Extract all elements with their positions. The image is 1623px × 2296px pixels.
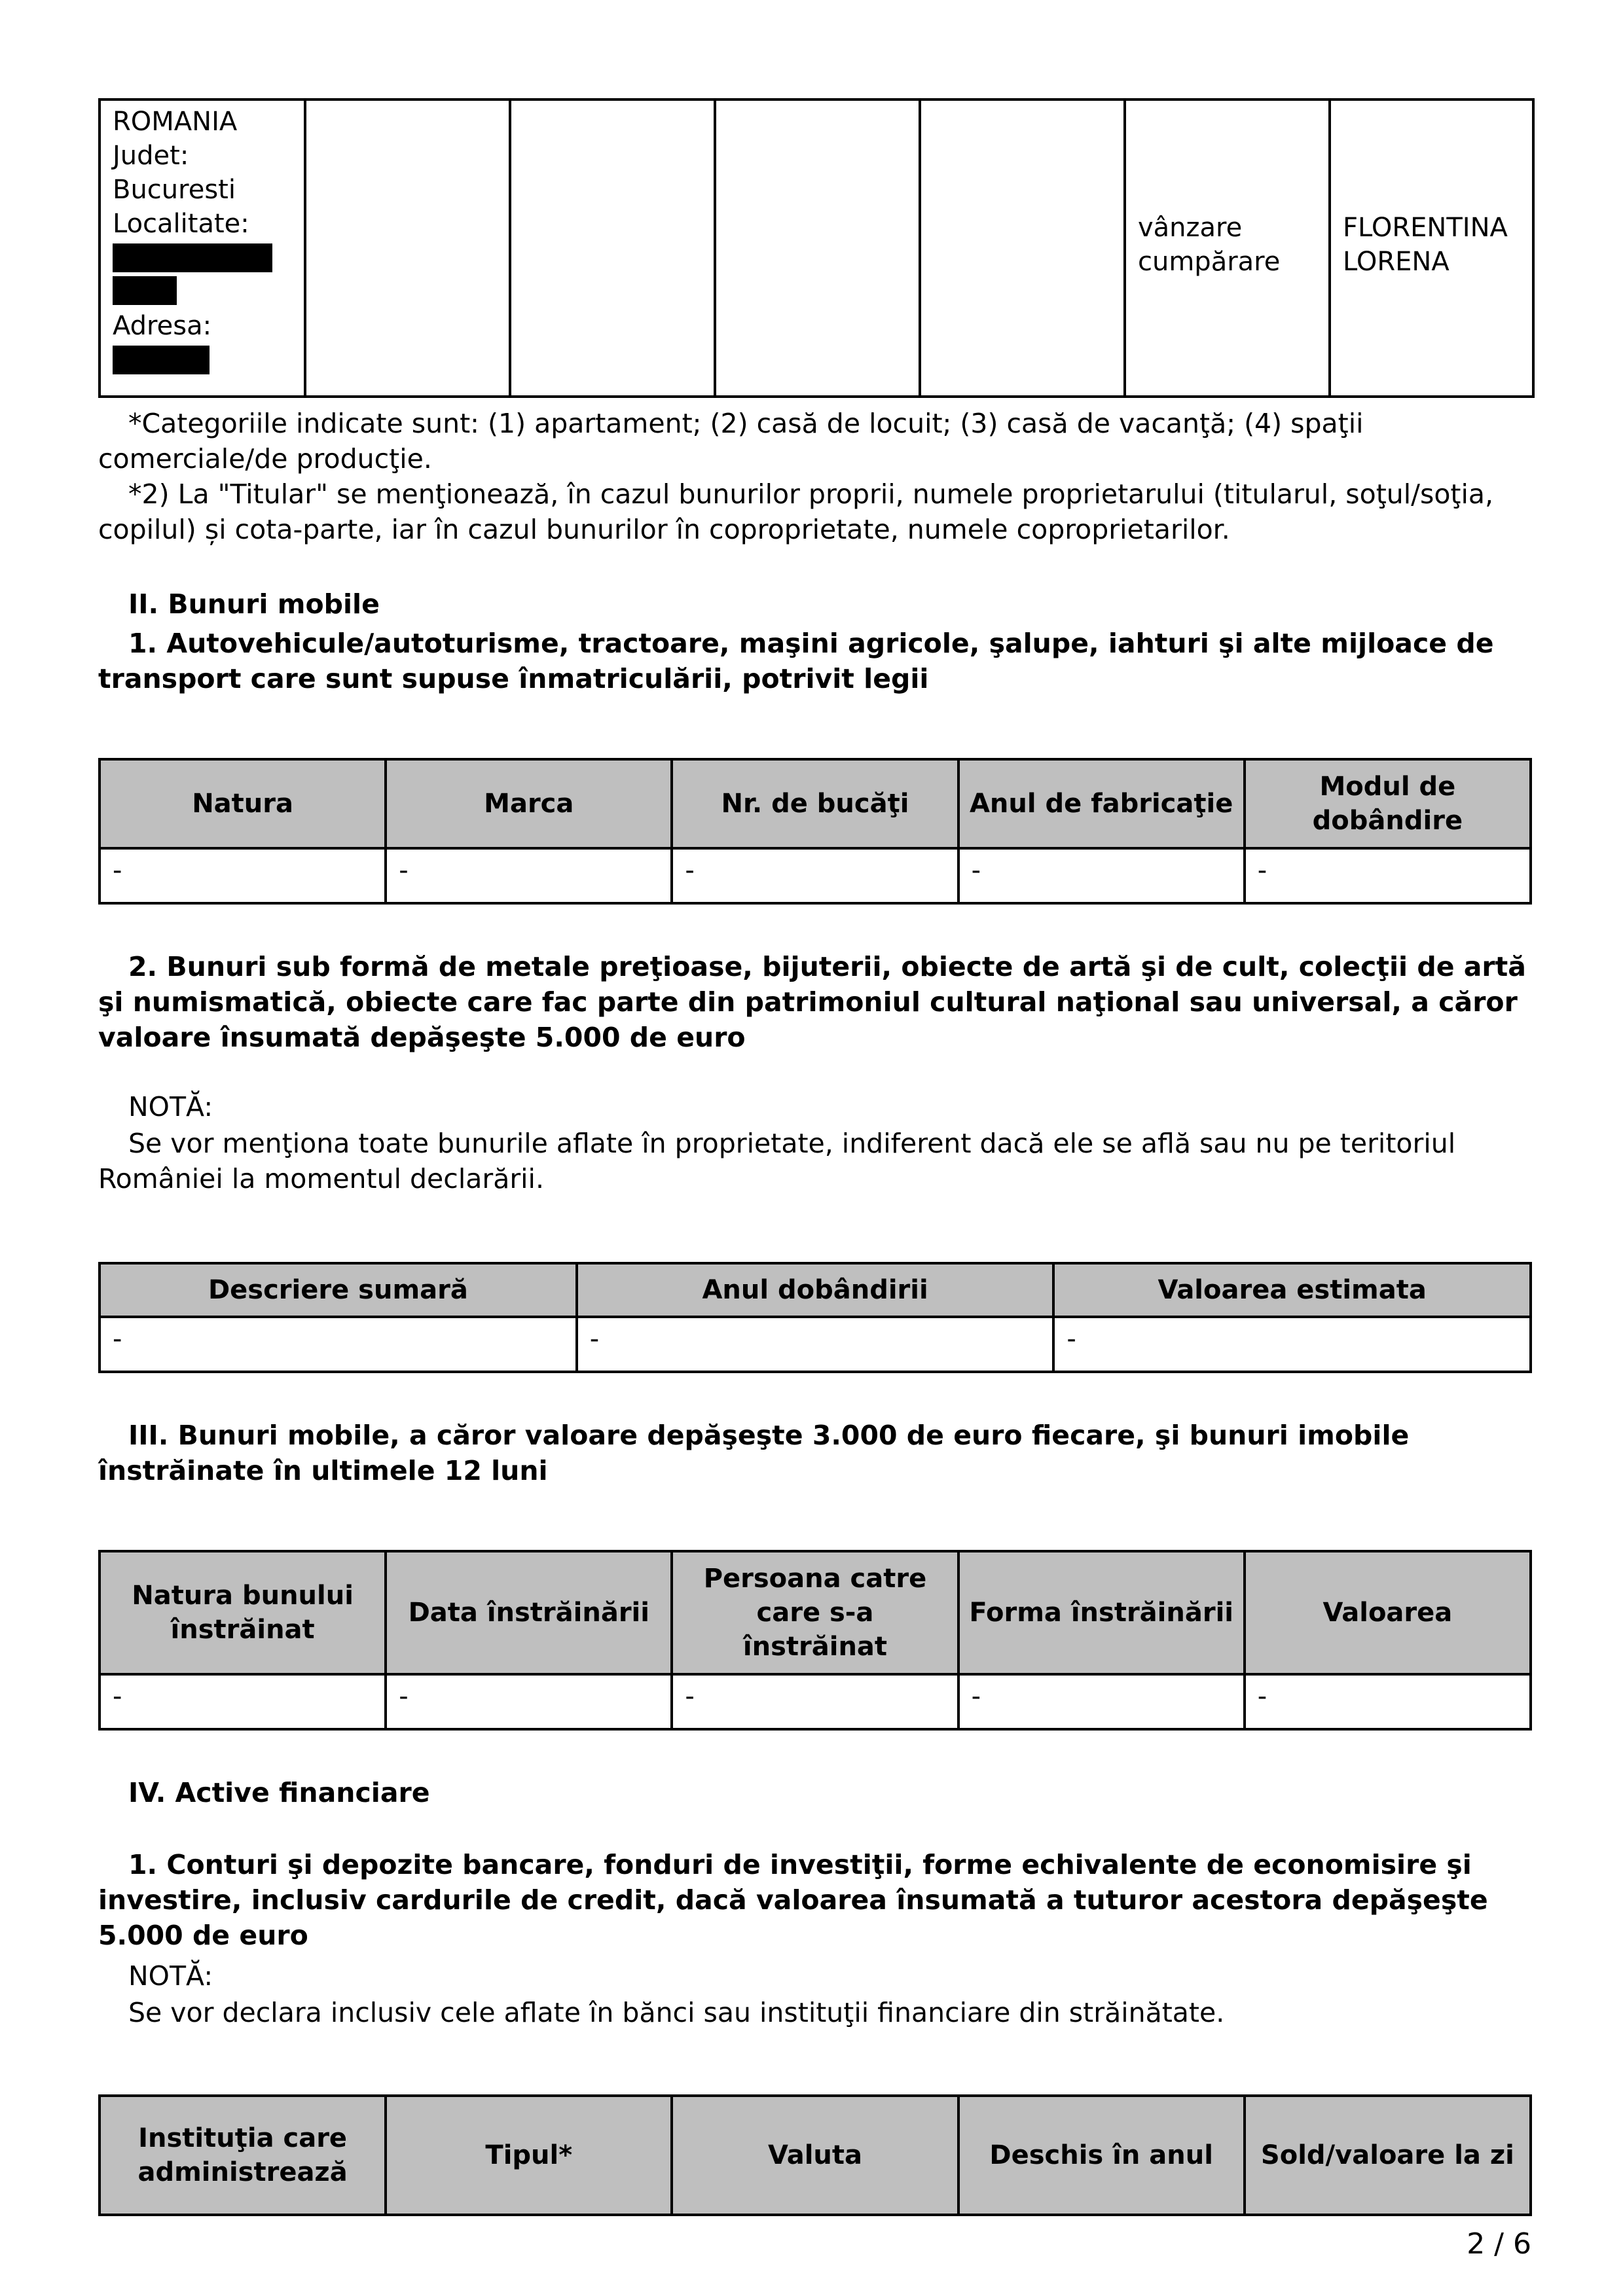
real-estate-table-continued [98,98,1535,398]
valuables-table [98,1262,1532,1373]
header-natura-bunului: Natura bunului înstrăinat [100,1551,386,1674]
header-modul-dobandire: Modul de dobândire [1245,759,1531,848]
header-sold: Sold/valoare la zi [1245,2096,1531,2215]
titular-line: LORENA [1343,247,1450,277]
header-nr-bucati: Nr. de bucăţi [672,759,958,848]
section-iv-title: IV. Active financiare [128,1777,430,1808]
header-valoarea-estimata: Valoarea estimata [1053,1263,1531,1317]
mode-cell [1125,99,1330,397]
table-cell: - [958,848,1245,903]
header-data-instrainarii: Data înstrăinării [386,1551,672,1674]
header-persoana: Persoana catre care s-a înstrăinat [672,1551,958,1674]
mode-line: vânzare [1138,213,1243,243]
localitate-label: Localitate: [113,209,249,239]
header-forma-instrainarii: Forma înstrăinării [958,1551,1245,1674]
header-valoarea: Valoarea [1245,1551,1531,1674]
table-cell: - [100,1317,577,1372]
mode-line: cumpărare [1138,247,1281,277]
header-valuta: Valuta [672,2096,958,2215]
table-cell: - [672,1674,958,1729]
table-cell: - [958,1674,1245,1729]
section-ii-title: II. Bunuri mobile [128,588,380,620]
financial-assets-table [98,2094,1532,2216]
table-cell: - [1053,1317,1531,1372]
empty-cell [715,99,920,397]
section-ii-sub1: 1. Autovehicule/autoturisme, tractoare, maşini agricole, şalupe, iahturi şi alte mijloace de transport care sunt supuse înmatriculării, potrivit legii [98,628,1494,694]
header-tipul: Tipul* [386,2096,672,2215]
judet-value: Bucuresti [113,175,236,205]
country: ROMANIA [113,107,238,137]
redaction-bar [113,346,210,374]
header-anul-fabricatie: Anul de fabricaţie [958,759,1245,848]
titular-line: FLORENTINA [1343,213,1508,243]
header-deschis-in-anul: Deschis în anul [958,2096,1245,2215]
note-categories: *Categoriile indicate sunt: (1) apartament; (2) casă de locuit; (3) casă de vacanţă; (4) spaţii comerciale/de producţie. [98,408,1364,475]
empty-cell [305,99,510,397]
table-cell: - [100,848,386,903]
header-institutia: Instituţia care administrează [100,2096,386,2215]
table-row [100,1317,1531,1372]
table-cell: - [672,848,958,903]
header-descriere: Descriere sumară [100,1263,577,1317]
redaction-bar [113,243,272,272]
table-cell: - [386,848,672,903]
page-number: 2 / 6 [1467,2227,1531,2261]
redaction-bar [113,276,177,305]
table-cell: - [1245,848,1531,903]
note-titular: *2) La "Titular" se menţionează, în cazul bunurilor proprii, numele proprietarului (titularul, soţul/soţia, copilul) și cota-parte, iar în cazul bunurilor în coproprietate, numele coproprietarilor. [98,478,1494,545]
nota-label: NOTĂ: [128,1091,213,1122]
nota-text: Se vor menţiona toate bunurile aflate în proprietate, indiferent dacă ele se află sau nu pe teritoriul României la momentul declarării. [98,1128,1456,1194]
table-cell: - [1245,1674,1531,1729]
section-iii-title: III. Bunuri mobile, a căror valoare depăşeşte 3.000 de euro fiecare, şi bunuri imobile înstrăinate în ultimele 12 luni [98,1420,1410,1486]
vehicles-table [98,758,1532,905]
adresa-label: Adresa: [113,311,212,341]
nota-text: Se vor declara inclusiv cele aflate în bănci sau instituţii financiare din străinătate. [128,1997,1225,2028]
table-row [100,1674,1531,1729]
judet-label: Judet: [113,141,189,171]
header-anul-dobandirii: Anul dobândirii [577,1263,1054,1317]
table-cell: - [386,1674,672,1729]
location-cell [100,99,305,397]
table-cell: - [100,1674,386,1729]
empty-cell [510,99,715,397]
section-ii-sub2: 2. Bunuri sub formă de metale preţioase, bijuterii, obiecte de artă şi de cult, colecţii de artă şi numismatică, obiecte care fac parte din patrimoniul cultural naţional sau universal, a căror valoare însumată depăşeşte 5.000 de euro [98,951,1526,1053]
table-row [100,848,1531,903]
table-cell: - [577,1317,1054,1372]
header-marca: Marca [386,759,672,848]
nota-label: NOTĂ: [128,1960,213,1992]
section-iv-sub1: 1. Conturi şi depozite bancare, fonduri de investiţii, forme echivalente de economisire şi investire, inclusiv cardurile de credit, dacă valoarea însumată a tuturor acestora depăşeşte 5.000 de euro [98,1849,1488,1951]
alienated-goods-table [98,1550,1532,1731]
titular-cell [1330,99,1533,397]
empty-cell [920,99,1125,397]
header-natura: Natura [100,759,386,848]
